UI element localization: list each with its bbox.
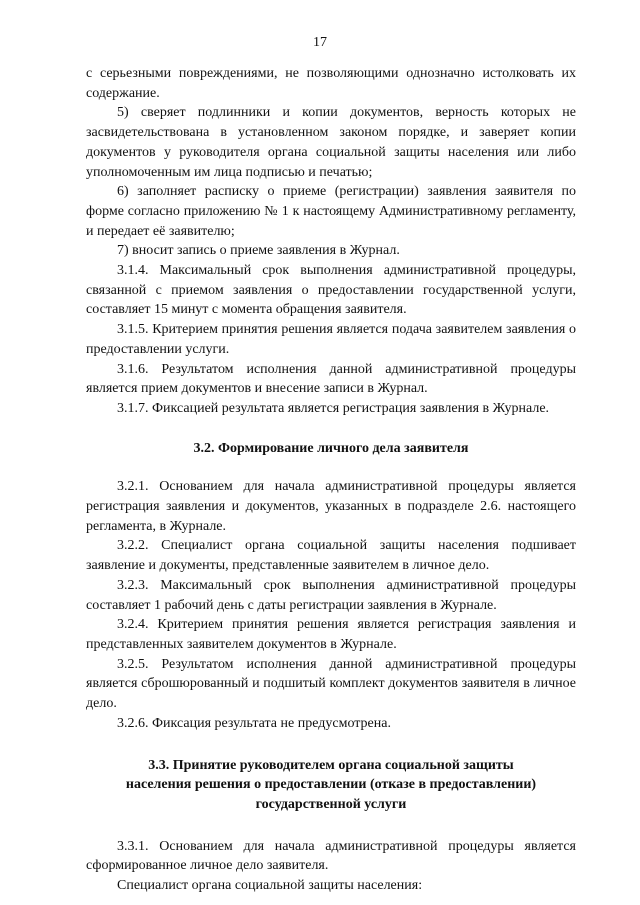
document-body bbox=[86, 64, 576, 896]
paragraph-3-2-1: 3.2.1. Основанием для начала административной процедуры является регистрация заявления и документов, указанных в подразделе 2.6. настоящего регламента, в Журнале. bbox=[86, 479, 576, 534]
section-heading-3-3-line2: населения решения о предоставлении (отказе в предоставлении) bbox=[125, 777, 537, 793]
paragraph-3-1-7: 3.1.7. Фиксацией результата является регистрация заявления в Журнале. bbox=[117, 400, 550, 416]
paragraph-3-1-5: 3.1.5. Критерием принятия решения является подача заявителем заявления о предоставлении услуги. bbox=[86, 322, 576, 357]
paragraph-specialist: Специалист органа социальной защиты населения: bbox=[117, 878, 423, 894]
paragraph-3-2-6: 3.2.6. Фиксация результата не предусмотрена. bbox=[117, 715, 391, 731]
section-heading-3-2: 3.2. Формирование личного дела заявителя bbox=[193, 440, 469, 456]
paragraph-3-1-6: 3.1.6. Результатом исполнения данной административной процедуры является прием документов и внесение записи в Журнал. bbox=[86, 361, 576, 397]
paragraph-continuation: с серьезными повреждениями, не позволяющими однозначно истолковать их содержание. bbox=[86, 66, 576, 101]
section-heading-3-3-line3: государственной услуги bbox=[255, 796, 407, 812]
paragraph-item-7: 7) вносит запись о приеме заявления в Журнал. bbox=[117, 243, 400, 259]
paragraph-3-2-2: 3.2.2. Специалист органа социальной защиты населения подшивает заявление и документы, представленные заявителем в личное дело. bbox=[86, 538, 576, 574]
paragraph-3-2-4: 3.2.4. Критерием принятия решения является регистрация заявления и представленных заявителем документов в Журнале. bbox=[86, 617, 576, 652]
page-number: 17 bbox=[313, 35, 327, 50]
section-heading-3-3 bbox=[86, 756, 576, 815]
section-heading-3-3-line1: 3.3. Принятие руководителем органа социальной защиты bbox=[148, 757, 514, 773]
paragraph-item-6: 6) заполняет расписку о приеме (регистрации) заявления заявителя по форме согласно приложению № 1 к настоящему Административному регламенту, и передает её заявителю; bbox=[86, 184, 576, 239]
paragraph-3-2-3: 3.2.3. Максимальный срок выполнения административной процедуры составляет 1 рабочий день с даты регистрации заявления в Журнале. bbox=[86, 577, 576, 613]
paragraph-3-3-1: 3.3.1. Основанием для начала административной процедуры является сформированное личное дело заявителя. bbox=[86, 838, 576, 874]
paragraph-3-1-4: 3.1.4. Максимальный срок выполнения административной процедуры, связанной с приемом заявления о предоставлении государственной услуги, составляет 15 минут с момента обращения заявителя. bbox=[86, 263, 576, 318]
paragraph-3-2-5: 3.2.5. Результатом исполнения данной административной процедуры является сброшюрованный и подшитый комплект документов заявителя в личное дело. bbox=[86, 656, 576, 712]
paragraph-item-5: 5) сверяет подлинники и копии документов, верность которых не засвидетельствована в установленном законом порядке, и заверяет копии документов у руководителя органа социальной защиты населения или либо уполномоченным им лица подписью и печатью; bbox=[86, 105, 576, 180]
